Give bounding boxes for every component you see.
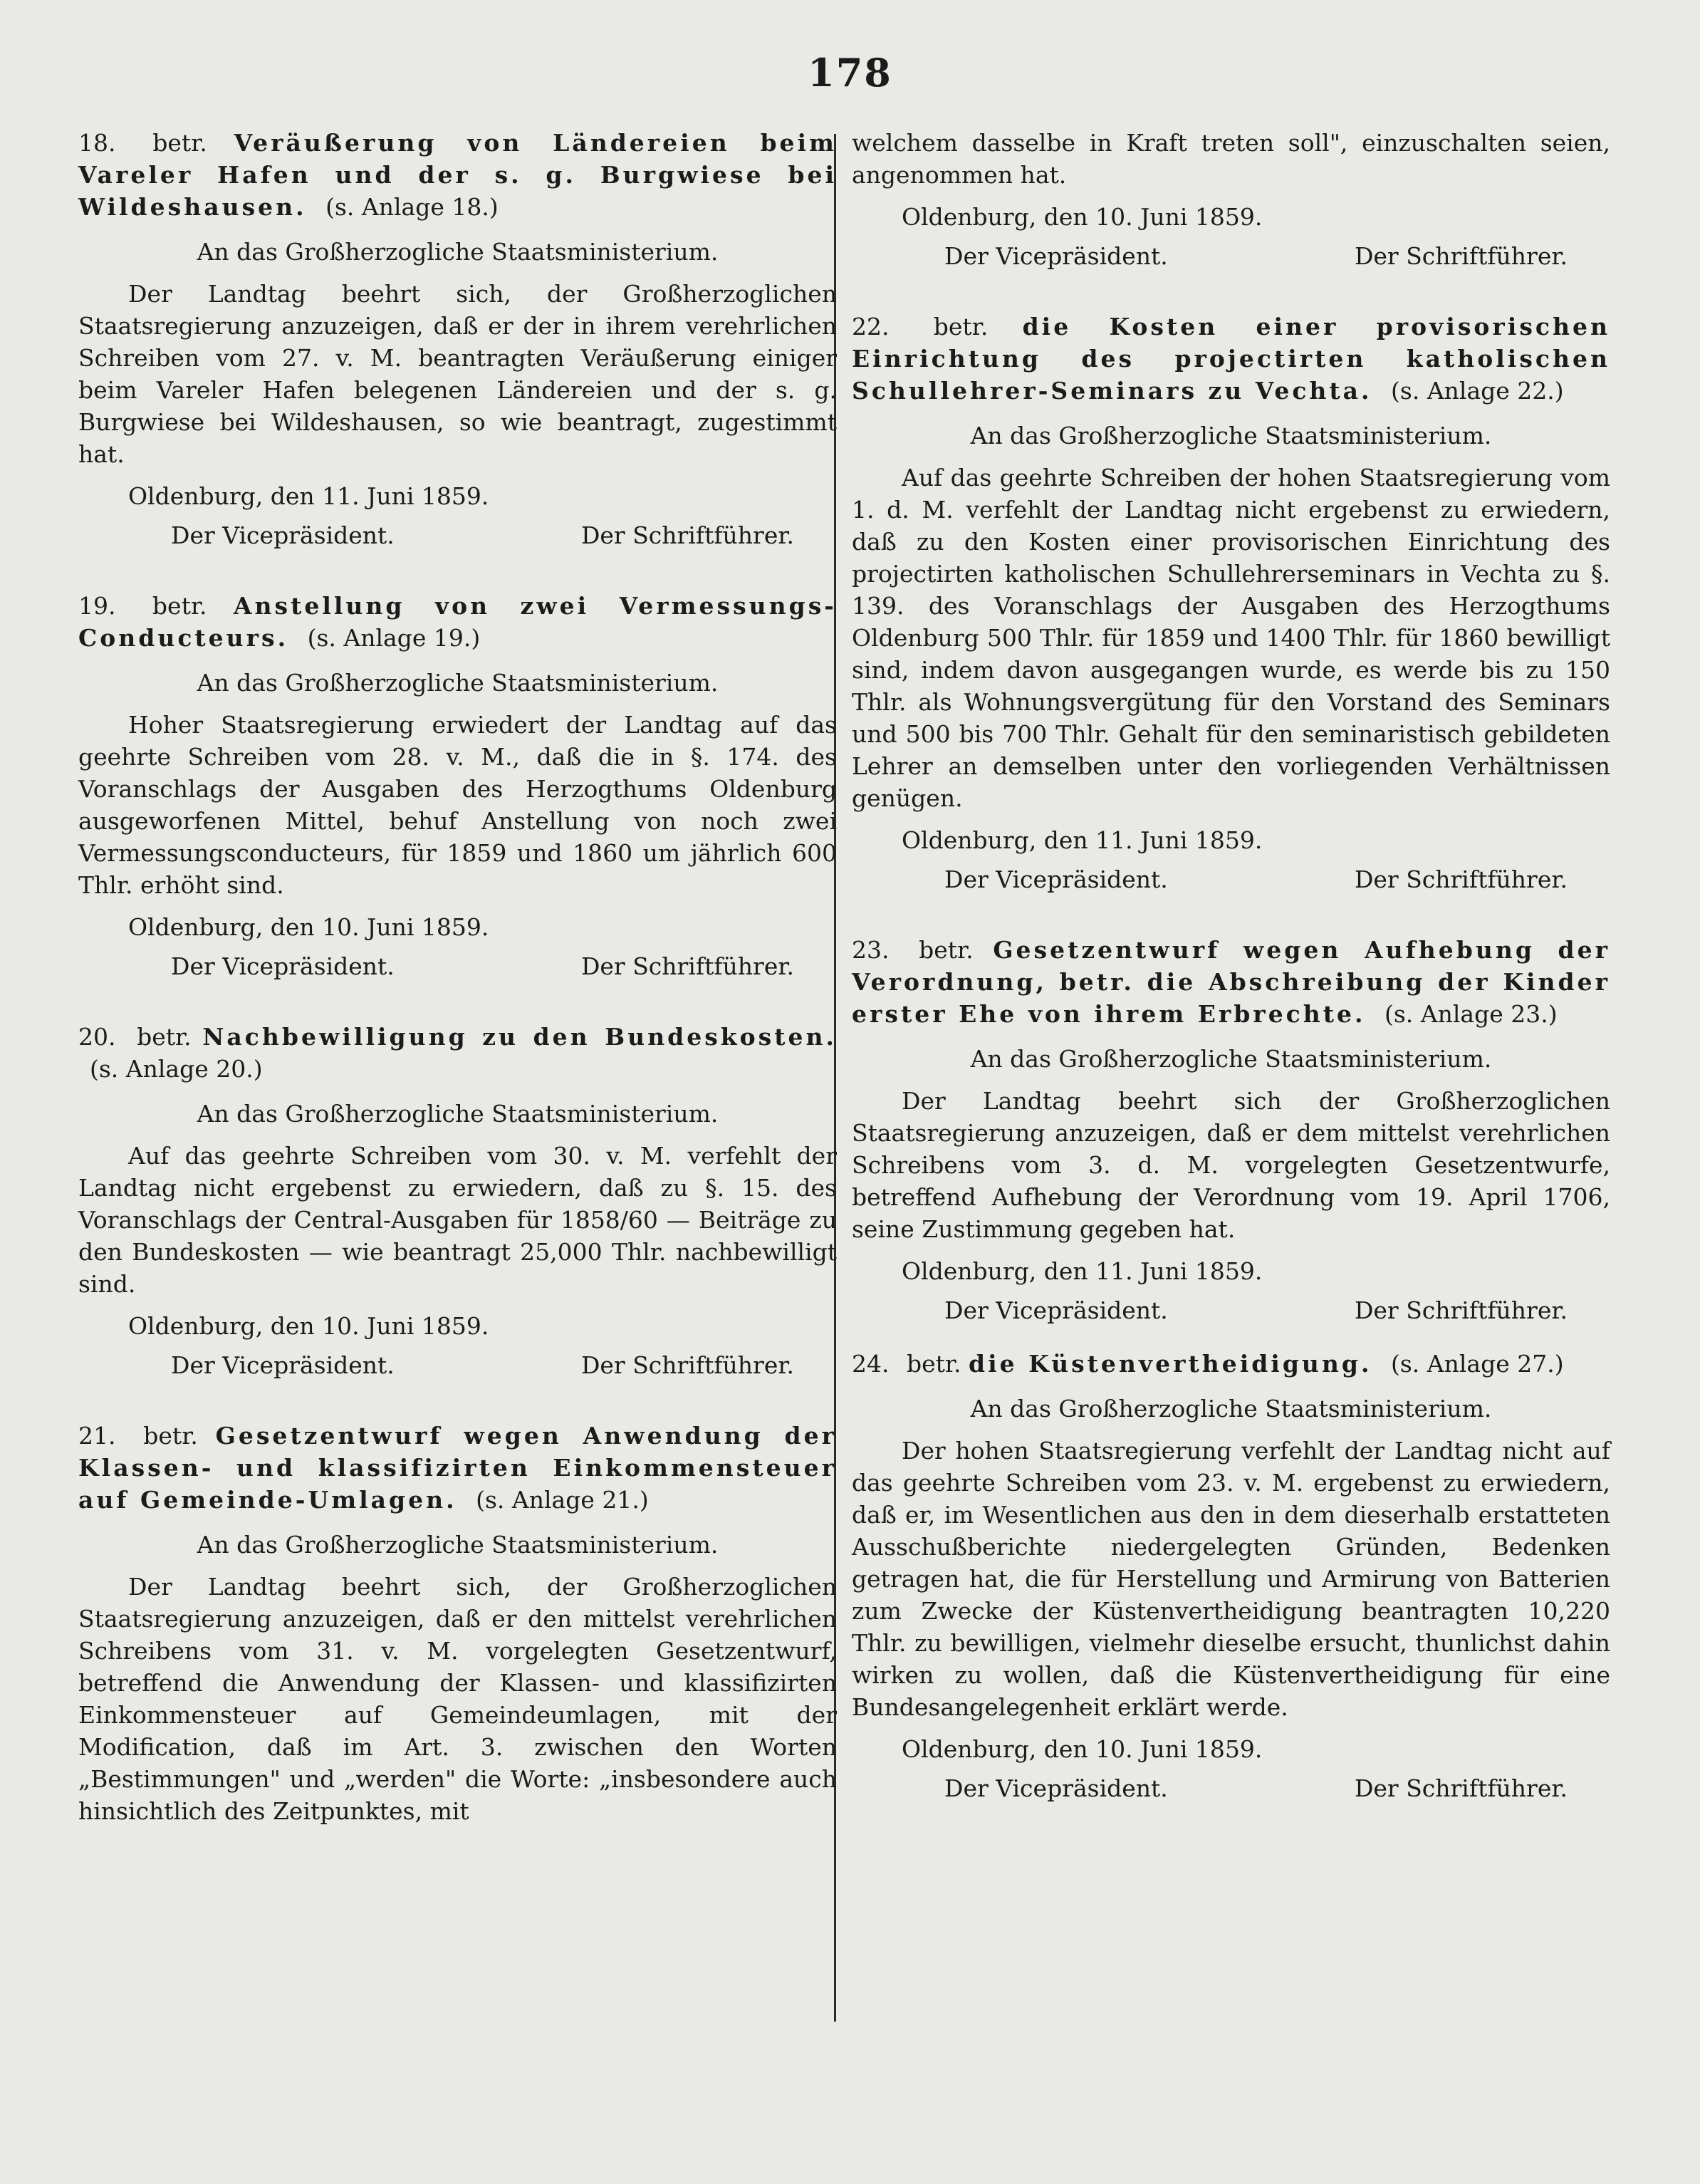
entry-body: Auf das geehrte Schreiben vom 30. v. M. verfehlt der Landtag nicht ergebenst zu erwiedern, daß zu §. 15. des Voranschlags der Central-Ausgaben für 1858/60 — Beiträge zu den Bundeskosten — wie beantragt 25,000 Thlr. nachbewilligt sind. — [78, 1142, 837, 1298]
entry-title — [852, 311, 1610, 407]
entry-subject: Gesetzentwurf wegen Anwendung der Klassen- und klassifizirten Einkommensteuer auf Gemeinde-Umlagen. — [78, 1422, 837, 1514]
entry-annex: (s. Anlage 18.) — [325, 193, 499, 221]
entry-date: Oldenburg, den 10. Juni 1859. — [128, 913, 489, 941]
signature-vicepresident: Der Vicepräsident. — [944, 1296, 1168, 1324]
signature-secretary: Der Schriftführer. — [1354, 242, 1568, 270]
entry-subject: die Kosten einer provisorischen Einrichtung des projectirten katholischen Schullehrer-Seminars zu Vechta. — [852, 313, 1610, 405]
continuation-text: welchem dasselbe in Kraft treten soll", einzuschalten seien, angenommen hat. — [852, 129, 1610, 189]
entry-number: 19. — [78, 592, 116, 620]
signature-line — [852, 863, 1610, 895]
entry-title — [78, 1420, 837, 1516]
signature-vicepresident: Der Vicepräsident. — [171, 952, 395, 980]
entry-subject: Gesetzentwurf wegen Aufhebung der Verordnung, betr. die Abschreibung der Kinder erster Ehe von ihrem Erbrechte. — [852, 936, 1610, 1028]
entry-title — [852, 934, 1610, 1030]
signature-secretary: Der Schriftführer. — [1354, 1296, 1568, 1324]
entry-title — [852, 1348, 1610, 1380]
entry-betr: betr. — [137, 1023, 192, 1051]
left-column — [78, 127, 837, 1827]
entry-18 — [78, 127, 837, 551]
signature-line — [852, 1772, 1610, 1804]
entry-address: An das Großherzogliche Staatsministerium. — [197, 669, 719, 697]
signature-vicepresident: Der Vicepräsident. — [944, 1774, 1168, 1802]
entry-23 — [852, 934, 1610, 1326]
signature-vicepresident: Der Vicepräsident. — [944, 865, 1168, 893]
signature-secretary: Der Schriftführer. — [580, 952, 794, 980]
entry-number: 21. — [78, 1422, 116, 1450]
right-column — [852, 127, 1610, 1811]
signature-vicepresident: Der Vicepräsident. — [944, 242, 1168, 270]
signature-secretary: Der Schriftführer. — [1354, 865, 1568, 893]
entry-annex: (s. Anlage 22.) — [1391, 377, 1564, 405]
entry-21 — [78, 1420, 837, 1827]
signature-vicepresident: Der Vicepräsident. — [171, 1351, 395, 1379]
entry-number: 24. — [852, 1350, 890, 1378]
entry-date: Oldenburg, den 11. Juni 1859. — [902, 1257, 1263, 1285]
entry-title — [78, 590, 837, 654]
entry-betr: betr. — [906, 1350, 961, 1378]
entry-subject: Nachbewilligung zu den Bundeskosten. — [202, 1023, 837, 1051]
entry-address: An das Großherzogliche Staatsministerium. — [197, 1531, 719, 1559]
entry-body: Der Landtag beehrt sich, der Großherzoglichen Staatsregierung anzuzeigen, daß er der in ihrem verehrlichen Schreiben vom 27. v. M. beantragten Veräußerung einiger beim Vareler Hafen belegenen Ländereien und der s. g. Burgwiese bei Wildeshausen, so wie beantragt, zugestimmt hat. — [78, 280, 837, 468]
signature-vicepresident: Der Vicepräsident. — [171, 521, 395, 549]
entry-betr: betr. — [152, 129, 207, 157]
entry-body: Der hohen Staatsregierung verfehlt der Landtag nicht auf das geehrte Schreiben vom 23. v. M. ergebenst zu erwiedern, daß er, im Wesentlichen aus den in dem dieserhalb erstatteten Ausschußberichte niedergelegten Gründen, Bedenken getragen hat, die für Herstellung und Armirung von Batterien zum Zwecke der Küstenvertheidigung beantragten 10,220 Thlr. zu bewilligen, vielmehr dieselbe ersucht, thunlichst dahin wirken zu wollen, daß die Küstenvertheidigung für eine Bundesangelegenheit erklärt werde. — [852, 1437, 1610, 1721]
signature-line — [852, 1294, 1610, 1326]
entry-address: An das Großherzogliche Staatsministerium. — [970, 1395, 1492, 1423]
entry-betr: betr. — [919, 936, 974, 964]
signature-line — [852, 240, 1610, 272]
entry-24 — [852, 1348, 1610, 1804]
entry-title — [78, 1021, 837, 1085]
entry-22 — [852, 311, 1610, 895]
entry-annex: (s. Anlage 21.) — [476, 1486, 649, 1514]
signature-secretary: Der Schriftführer. — [580, 1351, 794, 1379]
signature-secretary: Der Schriftführer. — [1354, 1774, 1568, 1802]
entry-number: 22. — [852, 313, 890, 340]
entry-date: Oldenburg, den 10. Juni 1859. — [902, 1735, 1263, 1763]
entry-subject: die Küstenvertheidigung. — [969, 1350, 1372, 1378]
entry-annex: (s. Anlage 23.) — [1384, 1000, 1558, 1028]
entry-betr: betr. — [152, 592, 207, 620]
entry-subject: Veräußerung von Ländereien beim Vareler Hafen und der s. g. Burgwiese bei Wildeshausen. — [78, 129, 837, 221]
entry-date: Oldenburg, den 11. Juni 1859. — [902, 826, 1263, 854]
entry-body: Auf das geehrte Schreiben der hohen Staatsregierung vom 1. d. M. verfehlt der Landtag nicht ergebenst zu erwiedern, daß zu den Kosten einer provisorischen Einrichtung des projectirten katholischen Schullehrerseminars in Vechta zu §. 139. des Voranschlags der Ausgaben des Herzogthums Oldenburg 500 Thlr. für 1859 und 1400 Thlr. für 1860 bewilligt sind, indem davon ausgegangen wurde, es werde bis zu 150 Thlr. als Wohnungsvergütung für den Vorstand des Seminars und 500 bis 700 Thlr. Gehalt für den seminaristisch gebildeten Lehrer an demselben unter den vorliegenden Verhältnissen genügen. — [852, 464, 1610, 812]
entry-date: Oldenburg, den 11. Juni 1859. — [128, 482, 489, 510]
continuation-date: Oldenburg, den 10. Juni 1859. — [902, 203, 1263, 231]
entry-body: Hoher Staatsregierung erwiedert der Landtag auf das geehrte Schreiben vom 28. v. M., daß die in §. 174. des Voranschlags der Ausgaben des Herzogthums Oldenburg ausgeworfenen Mittel, behuf Anstellung von noch zwei Vermessungsconducteurs, für 1859 und 1860 um jährlich 600 Thlr. erhöht sind. — [78, 711, 837, 899]
signature-secretary: Der Schriftführer. — [580, 521, 794, 549]
signature-line — [78, 950, 837, 982]
entry-address: An das Großherzogliche Staatsministerium. — [970, 1045, 1492, 1073]
entry-body: Der Landtag beehrt sich, der Großherzoglichen Staatsregierung anzuzeigen, daß er den mittelst verehrlichen Schreibens vom 31. v. M. vorgelegten Gesetzentwurf, betreffend die Anwendung der Klassen- und klassifizirten Einkommensteuer auf Gemeindeumlagen, mit der Modification, daß im Art. 3. zwischen den Worten „Bestimmungen" und „werden" die Worte: „insbesondere auch hinsichtlich des Zeitpunktes, mit — [78, 1573, 837, 1825]
entry-betr: betr. — [143, 1422, 198, 1450]
entry-title — [78, 127, 837, 223]
page-number: 178 — [808, 50, 892, 95]
entry-betr: betr. — [933, 313, 989, 340]
entry-19 — [78, 590, 837, 982]
entry-annex: (s. Anlage 19.) — [307, 624, 481, 652]
entry-20 — [78, 1021, 837, 1381]
signature-line — [78, 519, 837, 551]
entry-address: An das Großherzogliche Staatsministerium. — [197, 238, 719, 266]
entry-address: An das Großherzogliche Staatsministerium. — [197, 1100, 719, 1128]
entry-address: An das Großherzogliche Staatsministerium. — [970, 422, 1492, 449]
entry-number: 20. — [78, 1023, 116, 1051]
signature-line — [78, 1349, 837, 1381]
entry-annex: (s. Anlage 20.) — [90, 1055, 263, 1083]
entry-number: 23. — [852, 936, 890, 964]
entry-annex: (s. Anlage 27.) — [1390, 1350, 1564, 1378]
entry-number: 18. — [78, 129, 116, 157]
entry-date: Oldenburg, den 10. Juni 1859. — [128, 1312, 489, 1340]
entry-body: Der Landtag beehrt sich der Großherzoglichen Staatsregierung anzuzeigen, daß er dem mittelst verehrlichen Schreibens vom 3. d. M. vorgelegten Gesetzentwurfe, betreffend Aufhebung der Verordnung vom 19. April 1706, seine Zustimmung gegeben hat. — [852, 1087, 1610, 1243]
entry-subject: Anstellung von zwei Vermessungs-Conducteurs. — [78, 592, 837, 652]
